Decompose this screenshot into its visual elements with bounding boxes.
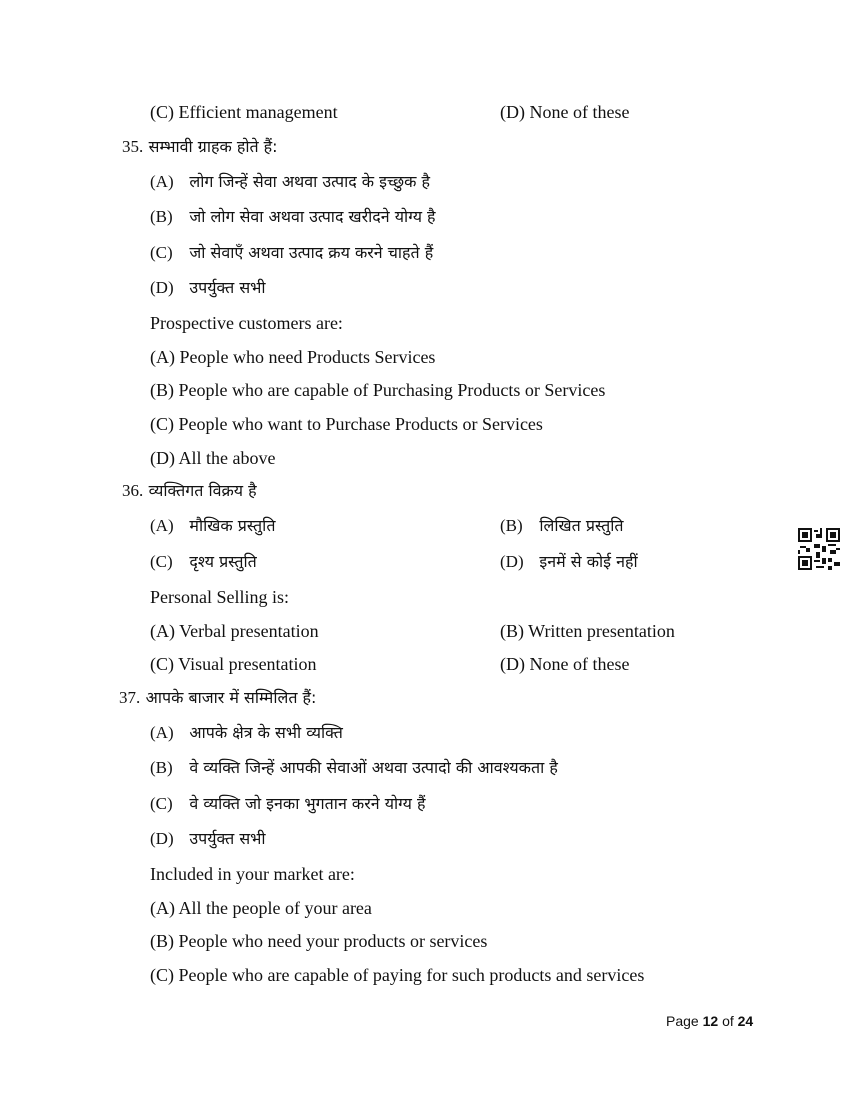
option-label: (A): [150, 172, 174, 191]
option-label: (D): [500, 552, 524, 571]
q36-hindi-option-c: [150, 551, 257, 573]
option-c-prev: (C) Efficient management: [150, 102, 338, 122]
q35-hindi-option-d: [150, 277, 266, 299]
question-text-hindi: सम्भावी ग्राहक होते हैं:: [148, 137, 278, 156]
q35-english-option-b: (B) People who are capable of Purchasing Products or Services: [150, 380, 606, 400]
option-text: लोग जिन्हें सेवा अथवा उत्पाद के इच्छुक है: [189, 172, 431, 191]
qr-code-icon: [798, 528, 840, 570]
option-text: मौखिक प्रस्तुति: [189, 516, 276, 535]
question-37-hindi: [119, 687, 316, 709]
page-of: of: [722, 1013, 734, 1029]
question-35-hindi: [122, 136, 278, 158]
q35-english-option-c: (C) People who want to Purchase Products or Services: [150, 414, 543, 434]
page-prefix: Page: [666, 1013, 699, 1029]
question-37-english: Included in your market are:: [150, 864, 355, 884]
option-label: (A): [150, 516, 174, 535]
option-text: उपर्युक्त सभी: [189, 278, 266, 297]
question-text-hindi: व्यक्तिगत विक्रय है: [148, 481, 257, 500]
option-text: लिखित प्रस्तुति: [539, 516, 624, 535]
q35-hindi-option-c: [150, 242, 433, 264]
question-35-english: Prospective customers are:: [150, 313, 343, 333]
q35-hindi-option-a: [150, 171, 430, 193]
option-label: (B): [500, 516, 523, 535]
question-number: 35.: [122, 137, 144, 156]
option-text: जो लोग सेवा अथवा उत्पाद खरीदने योग्य है: [189, 207, 436, 226]
option-label: (C): [150, 243, 173, 262]
q35-english-option-a: (A) People who need Products Services: [150, 347, 436, 367]
q36-hindi-option-b: [500, 515, 624, 537]
q35-english-option-d: (D) All the above: [150, 448, 276, 468]
option-text: आपके क्षेत्र के सभी व्यक्ति: [189, 723, 343, 742]
option-text: दृश्य प्रस्तुति: [189, 552, 257, 571]
current-page: 12: [702, 1013, 719, 1029]
page-number: [666, 1013, 753, 1029]
q37-hindi-option-c: [150, 793, 426, 815]
option-label: (B): [150, 758, 173, 777]
q37-hindi-option-b: [150, 757, 558, 779]
option-d-prev: (D) None of these: [500, 102, 630, 122]
q36-hindi-option-d: [500, 551, 638, 573]
total-pages: 24: [737, 1013, 754, 1029]
option-text: उपर्युक्त सभी: [189, 829, 266, 848]
option-label: (C): [150, 552, 173, 571]
option-label: (C): [150, 794, 173, 813]
question-number: 36.: [122, 481, 144, 500]
option-label: (D): [150, 278, 174, 297]
option-text: वे व्यक्ति जो इनका भुगतान करने योग्य हैं: [189, 794, 426, 813]
question-36-hindi: [122, 480, 257, 502]
option-label: (D): [150, 829, 174, 848]
option-label: (A): [150, 723, 174, 742]
question-36-english: Personal Selling is:: [150, 587, 289, 607]
option-text: जो सेवाएँ अथवा उत्पाद क्रय करने चाहते हैं: [189, 243, 434, 262]
q36-english-option-c: (C) Visual presentation: [150, 654, 317, 674]
option-label: (B): [150, 207, 173, 226]
q37-hindi-option-a: [150, 722, 343, 744]
option-text: वे व्यक्ति जिन्हें आपकी सेवाओं अथवा उत्पादो की आवश्यकता है: [189, 758, 558, 777]
q37-hindi-option-d: [150, 828, 266, 850]
q36-hindi-option-a: [150, 515, 275, 537]
question-number: 37.: [119, 688, 141, 707]
q35-hindi-option-b: [150, 206, 436, 228]
option-text: इनमें से कोई नहीं: [539, 552, 638, 571]
q37-english-option-c: (C) People who are capable of paying for such products and services: [150, 965, 645, 985]
q37-english-option-b: (B) People who need your products or services: [150, 931, 488, 951]
q37-english-option-a: (A) All the people of your area: [150, 898, 372, 918]
q36-english-option-b: (B) Written presentation: [500, 621, 675, 641]
q36-english-option-a: (A) Verbal presentation: [150, 621, 319, 641]
q36-english-option-d: (D) None of these: [500, 654, 630, 674]
question-text-hindi: आपके बाजार में सम्मिलित हैं:: [145, 688, 317, 707]
